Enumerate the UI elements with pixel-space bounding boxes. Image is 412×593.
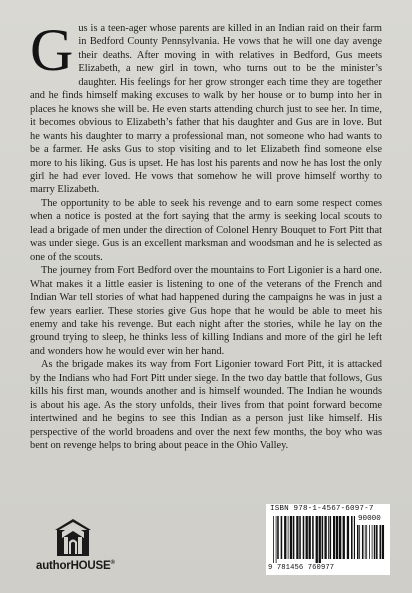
ean-digits: 9 781456 760977 bbox=[268, 564, 335, 572]
publisher-name: authorHOUSE® bbox=[36, 560, 115, 572]
barcode-bar bbox=[312, 516, 314, 559]
barcode-bar bbox=[369, 525, 370, 559]
barcode-bar bbox=[322, 516, 324, 559]
barcode-bar bbox=[324, 516, 326, 559]
isbn-barcode bbox=[266, 504, 390, 575]
barcode-bar bbox=[296, 516, 298, 559]
barcode-bar bbox=[380, 525, 382, 559]
drop-cap: G bbox=[30, 17, 74, 83]
barcode-bar bbox=[288, 516, 289, 559]
barcode-bar bbox=[336, 516, 338, 559]
barcode-bar bbox=[306, 516, 308, 559]
publisher-logo bbox=[34, 518, 115, 578]
barcode-bar bbox=[343, 516, 345, 559]
barcode-bar bbox=[290, 516, 292, 559]
book-description bbox=[30, 17, 382, 453]
price-code: 90000 bbox=[358, 515, 381, 523]
paragraph-2: The opportunity to be able to seek his revenge and to earn some respect comes when a notice is posted at the fort saying that the army is seeking local scouts to lead a brigade of men under the direction of Colonel Henry Bouquet to Fort Pitt that was under siege. Gus is an excellent marksman and woodsman and he is selected as one of the scouts. bbox=[30, 197, 382, 263]
authorhouse-house-icon bbox=[54, 518, 92, 558]
barcode-bar bbox=[357, 525, 359, 559]
paragraph-1-text: us is a teen-ager whose parents are killed in an Indian raid on their farm in Bedford County Pennsylvania. He vows that he will one day avenge their deaths. After moving in with relatives in Bedford, Gus meets Elizabeth, a new girl in town, who turns out to be the minister’s daughter. His feelings for her grow stronger each time they are together and he finds himself making excuses to walk by her house or to bump into her in places he knows she will be. He even starts attending church just to see her. In time, it becomes obvious to Elizabeth’s father that his daughter and Gus are in love. But he wants his daughter to marry a professional man, not someone who had wants to be a farmer. He asks Gus to stop visiting and to let Elizabeth find someone else more to his liking. Gus is upset. He has lost his parents and now he has lost the only girl he had ever loved. He vows that somehow he will prove himself worthy to marry Elizabeth. bbox=[30, 23, 382, 196]
barcode-bar bbox=[309, 516, 311, 559]
barcode-bar bbox=[276, 516, 277, 563]
isbn-label: ISBN 978-1-4567-6097-7 bbox=[270, 505, 374, 513]
barcode-bar bbox=[339, 516, 341, 559]
barcode-bar bbox=[372, 525, 373, 559]
barcode-bar bbox=[362, 525, 364, 559]
barcode-bar bbox=[376, 525, 378, 559]
barcode-bar bbox=[359, 525, 360, 559]
barcode-bar bbox=[366, 525, 367, 559]
barcode-bar bbox=[354, 516, 355, 559]
barcode-bar bbox=[351, 516, 353, 559]
barcode-bar bbox=[382, 525, 384, 559]
barcode-bar bbox=[374, 525, 376, 559]
barcode-bar bbox=[365, 525, 366, 559]
barcode-bar bbox=[347, 516, 349, 559]
barcode-bar bbox=[281, 516, 283, 559]
barcode-bar bbox=[328, 516, 329, 559]
barcode-bar bbox=[330, 516, 332, 559]
barcode-bar bbox=[316, 516, 318, 563]
barcode-bar bbox=[293, 516, 295, 559]
barcode-bar bbox=[303, 516, 305, 559]
paragraph-3: The journey from Fort Bedford over the mountains to Fort Ligonier is a hard one. What makes it a little easier is listening to one of the veterans of the French and Indian War tell stories of what had happened during the campaigns he was in just a few years earlier. These stories give Gus hope that he would be able to meet his enemy and take his revenge. But each night after the stories, while he lay on the ground trying to sleep, he thinks less of killing Indians and more of the girl he left and wonders how he would ever win her hand. bbox=[30, 265, 382, 357]
ean-barcode-bars bbox=[273, 516, 355, 563]
paragraph-1 bbox=[30, 17, 382, 197]
barcode-bar bbox=[284, 516, 286, 559]
barcode-bar bbox=[333, 516, 335, 559]
price-barcode-bars bbox=[357, 525, 387, 563]
paragraph-4: As the brigade makes its way from Fort Ligonier toward Fort Pitt, it is attacked by the Indians who had Fort Pitt under siege. In the two day battle that follows, Gus kills his first man, wounds another and is himself wounded. The Indian he wounds is about his age. As the story unfolds, their lives from that point forward become intertwined and he begins to see this Indian as a person just like himself. His perspective of the world broadens and over the next few months, the boy who was bent on revenge helps to bring about peace in the Ohio Valley. bbox=[30, 359, 382, 452]
barcode-bar bbox=[299, 516, 301, 559]
barcode-bar bbox=[319, 516, 321, 563]
barcode-bar bbox=[277, 516, 279, 559]
barcode-bar bbox=[273, 516, 274, 563]
